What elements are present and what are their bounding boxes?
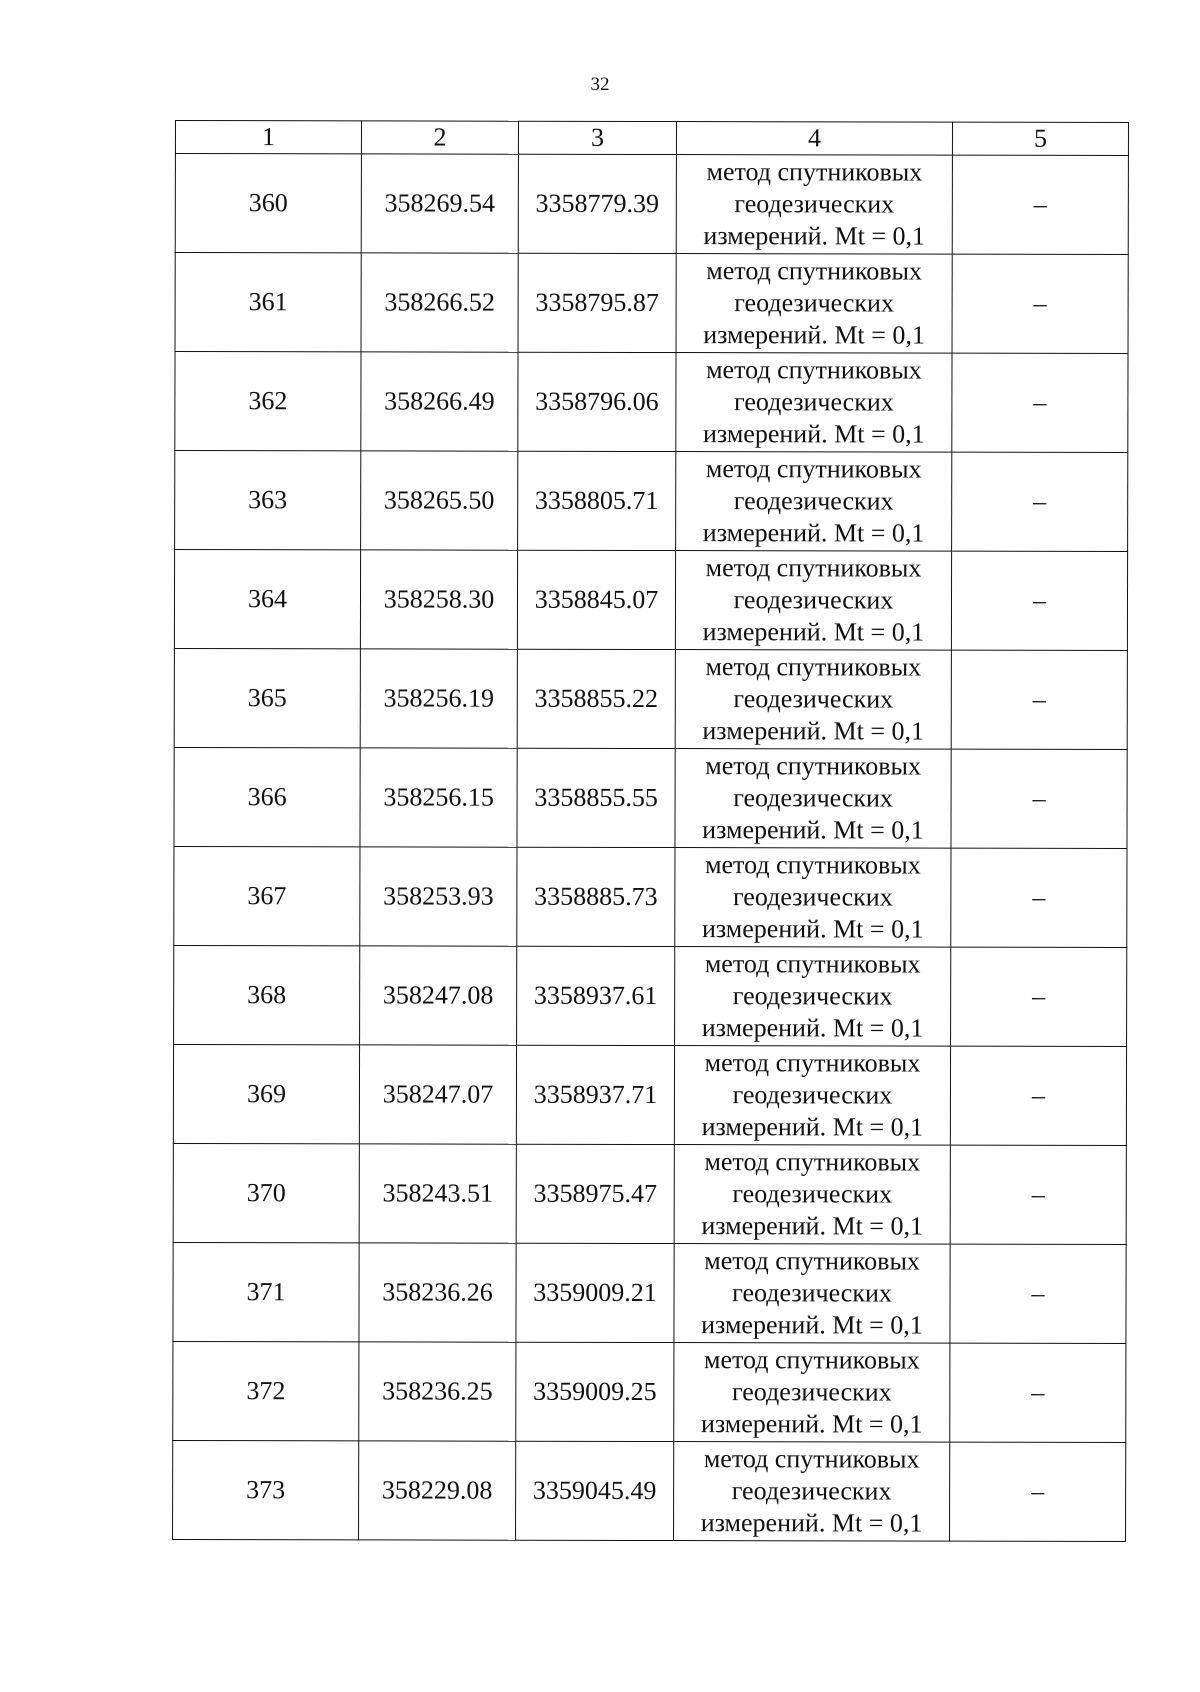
note-cell: – bbox=[951, 551, 1127, 650]
x-coordinate-cell: 358243.51 bbox=[359, 1144, 516, 1243]
method-line: геодезических bbox=[732, 1278, 892, 1308]
x-coordinate-cell: 358236.26 bbox=[359, 1243, 516, 1342]
x-coordinate-cell: 358256.19 bbox=[360, 649, 517, 748]
point-number-cell: 363 bbox=[175, 451, 361, 550]
coordinates-table bbox=[172, 120, 1129, 1542]
point-number-cell: 369 bbox=[173, 1044, 359, 1143]
method-line: метод спутниковых bbox=[704, 949, 921, 979]
y-coordinate-cell: 3359009.25 bbox=[516, 1342, 674, 1441]
point-number-cell: 373 bbox=[173, 1440, 359, 1539]
method-line: измерений. Mt = 0,1 bbox=[701, 1112, 924, 1142]
x-coordinate-cell: 358229.08 bbox=[359, 1441, 516, 1540]
note-cell: – bbox=[950, 1343, 1126, 1442]
y-coordinate-cell: 3358845.07 bbox=[517, 550, 675, 649]
method-line: измерений. Mt = 0,1 bbox=[700, 1508, 923, 1538]
note-cell: – bbox=[951, 749, 1127, 848]
y-coordinate-cell: 3359009.21 bbox=[516, 1243, 674, 1342]
note-cell: – bbox=[950, 1145, 1126, 1244]
method-line: измерений. Mt = 0,1 bbox=[701, 1013, 924, 1043]
table-row bbox=[174, 550, 1127, 651]
header-row bbox=[175, 121, 1128, 156]
table-row bbox=[174, 846, 1127, 947]
point-number-cell: 366 bbox=[174, 747, 360, 846]
header-cell-1: 1 bbox=[175, 121, 361, 154]
method-line: метод спутниковых bbox=[704, 1345, 920, 1375]
method-cell bbox=[676, 254, 952, 354]
point-number-cell: 372 bbox=[173, 1341, 359, 1440]
table-row bbox=[173, 1242, 1126, 1343]
point-number-cell: 371 bbox=[173, 1242, 359, 1341]
y-coordinate-cell: 3358779.39 bbox=[518, 154, 676, 253]
point-number-cell: 361 bbox=[175, 253, 361, 352]
method-line: геодезических bbox=[733, 684, 894, 714]
method-cell bbox=[676, 353, 952, 453]
y-coordinate-cell: 3358937.61 bbox=[517, 946, 675, 1045]
method-line: измерений. Mt = 0,1 bbox=[703, 221, 926, 251]
note-cell: – bbox=[952, 353, 1128, 452]
x-coordinate-cell: 358256.15 bbox=[360, 748, 517, 847]
x-coordinate-cell: 358253.93 bbox=[360, 847, 517, 946]
method-line: измерений. Mt = 0,1 bbox=[700, 1409, 923, 1439]
table-row bbox=[173, 1044, 1126, 1145]
method-cell bbox=[674, 1442, 950, 1542]
method-cell bbox=[675, 551, 951, 651]
x-coordinate-cell: 358247.08 bbox=[360, 946, 517, 1045]
method-line: геодезических bbox=[733, 486, 894, 516]
method-line: метод спутниковых bbox=[705, 850, 921, 880]
method-cell bbox=[674, 1244, 950, 1344]
method-line: геодезических bbox=[733, 783, 893, 813]
point-number-cell: 367 bbox=[174, 846, 360, 945]
note-cell: – bbox=[951, 848, 1127, 947]
table-row bbox=[174, 945, 1127, 1046]
method-line: геодезических bbox=[731, 1476, 892, 1506]
method-line: метод спутниковых bbox=[705, 553, 922, 583]
header-cell-2: 2 bbox=[361, 121, 518, 154]
method-line: геодезических bbox=[731, 1377, 892, 1407]
method-cell bbox=[674, 1046, 950, 1146]
method-cell bbox=[675, 749, 951, 849]
point-number-cell: 365 bbox=[174, 648, 360, 747]
point-number-cell: 368 bbox=[174, 945, 360, 1044]
table-row bbox=[173, 1143, 1126, 1244]
x-coordinate-cell: 358236.25 bbox=[359, 1342, 516, 1441]
method-line: измерений. Mt = 0,1 bbox=[703, 320, 925, 350]
header-cell-4: 4 bbox=[676, 122, 952, 156]
table-row bbox=[175, 154, 1128, 255]
method-line: геодезических bbox=[732, 1179, 893, 1209]
note-cell: – bbox=[950, 1244, 1126, 1343]
table-row bbox=[175, 451, 1128, 552]
method-line: измерений. Mt = 0,1 bbox=[702, 518, 925, 548]
method-line: метод спутниковых bbox=[706, 355, 922, 385]
y-coordinate-cell: 3358796.06 bbox=[518, 352, 676, 451]
method-line: измерений. Mt = 0,1 bbox=[701, 1310, 923, 1340]
y-coordinate-cell: 3358885.73 bbox=[517, 847, 675, 946]
method-cell bbox=[674, 1343, 950, 1443]
y-coordinate-cell: 3358795.87 bbox=[518, 253, 676, 352]
method-line: измерений. Mt = 0,1 bbox=[702, 815, 924, 845]
method-line: геодезических bbox=[732, 882, 893, 912]
method-line: метод спутниковых bbox=[706, 157, 923, 187]
method-cell bbox=[676, 155, 952, 255]
method-line: геодезических bbox=[733, 585, 894, 615]
note-cell: – bbox=[950, 1046, 1126, 1145]
method-cell bbox=[675, 848, 951, 948]
method-line: геодезических bbox=[734, 387, 894, 417]
y-coordinate-cell: 3358975.47 bbox=[516, 1144, 674, 1243]
note-cell: – bbox=[952, 155, 1128, 254]
method-cell bbox=[675, 947, 951, 1047]
x-coordinate-cell: 358269.54 bbox=[361, 154, 518, 253]
method-cell bbox=[674, 1145, 950, 1245]
method-line: измерений. Mt = 0,1 bbox=[703, 419, 925, 449]
table-row bbox=[174, 648, 1127, 749]
method-line: измерений. Mt = 0,1 bbox=[702, 716, 925, 746]
y-coordinate-cell: 3359045.49 bbox=[516, 1441, 674, 1540]
method-line: геодезических bbox=[732, 1080, 893, 1110]
x-coordinate-cell: 358265.50 bbox=[361, 451, 518, 550]
method-line: метод спутниковых bbox=[705, 652, 922, 682]
table-row bbox=[175, 253, 1128, 354]
method-line: измерений. Mt = 0,1 bbox=[702, 617, 925, 647]
header-cell-3: 3 bbox=[518, 121, 676, 154]
table-row bbox=[175, 352, 1128, 453]
note-cell: – bbox=[950, 1442, 1126, 1541]
table-row bbox=[173, 1440, 1126, 1541]
note-cell: – bbox=[952, 254, 1128, 353]
x-coordinate-cell: 358258.30 bbox=[360, 550, 517, 649]
table-row bbox=[173, 1341, 1126, 1442]
method-line: метод спутниковых bbox=[703, 1444, 920, 1474]
method-line: измерений. Mt = 0,1 bbox=[701, 914, 924, 944]
x-coordinate-cell: 358266.49 bbox=[361, 352, 518, 451]
y-coordinate-cell: 3358855.55 bbox=[517, 748, 675, 847]
point-number-cell: 370 bbox=[173, 1143, 359, 1242]
point-number-cell: 364 bbox=[174, 550, 360, 649]
method-line: геодезических bbox=[732, 981, 893, 1011]
method-line: геодезических bbox=[734, 189, 895, 219]
method-line: метод спутниковых bbox=[704, 1048, 921, 1078]
note-cell: – bbox=[952, 452, 1128, 551]
table-body bbox=[173, 121, 1129, 1542]
method-line: измерений. Mt = 0,1 bbox=[701, 1211, 924, 1241]
method-cell bbox=[676, 452, 952, 552]
method-line: метод спутниковых bbox=[704, 1246, 920, 1276]
y-coordinate-cell: 3358855.22 bbox=[517, 649, 675, 748]
method-line: метод спутниковых bbox=[706, 256, 923, 286]
point-number-cell: 360 bbox=[175, 154, 361, 253]
y-coordinate-cell: 3358805.71 bbox=[518, 451, 676, 550]
page-number: 32 bbox=[590, 74, 610, 95]
point-number-cell: 362 bbox=[175, 352, 361, 451]
x-coordinate-cell: 358247.07 bbox=[359, 1045, 516, 1144]
method-line: метод спутниковых bbox=[704, 1147, 921, 1177]
header-cell-5: 5 bbox=[952, 122, 1128, 155]
method-line: геодезических bbox=[734, 288, 895, 318]
method-line: метод спутниковых bbox=[705, 454, 922, 484]
note-cell: – bbox=[951, 650, 1127, 749]
note-cell: – bbox=[951, 947, 1127, 1046]
method-cell bbox=[675, 650, 951, 750]
x-coordinate-cell: 358266.52 bbox=[361, 253, 518, 352]
table-row bbox=[174, 747, 1127, 848]
method-line: метод спутниковых bbox=[705, 751, 922, 781]
y-coordinate-cell: 3358937.71 bbox=[516, 1045, 674, 1144]
